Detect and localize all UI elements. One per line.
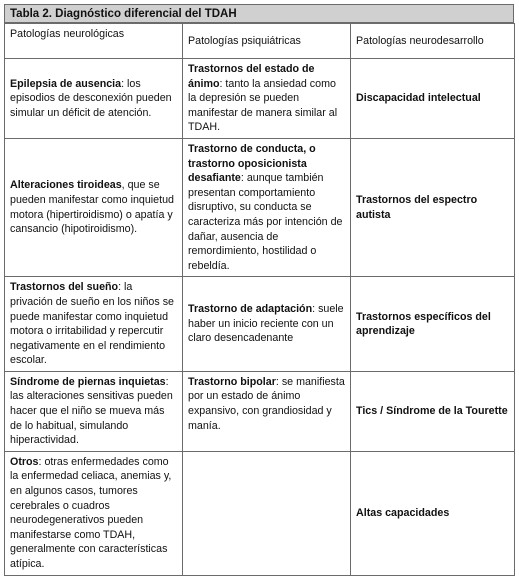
term: Alteraciones tiroideas <box>10 179 122 192</box>
table-row <box>5 451 515 575</box>
term: Trastornos del estado de ánimo <box>188 63 315 90</box>
header-neurologicas: Patologías neurológicas <box>5 24 183 59</box>
cell-psiquiatrica <box>183 451 351 575</box>
cell-psiquiatrica <box>183 138 351 276</box>
description: : los episodios de desconexión pueden simular un déficit de atención. <box>10 77 172 119</box>
cell-neurologica <box>5 451 183 575</box>
description: : las alteraciones sensitivas pueden hacer que el niño se mueva más de lo habitual, simulando hiperactividad. <box>10 375 173 447</box>
cell-neurodesarrollo: Trastornos del espectro autista <box>351 138 515 276</box>
differential-diagnosis-table <box>4 4 514 570</box>
term: Trastorno bipolar <box>188 375 276 388</box>
cell-psiquiatrica <box>183 277 351 372</box>
cell-neurodesarrollo: Altas capacidades <box>351 451 515 575</box>
description: : la privación de sueño en los niños se puede manifestar como inquietud motora o irritabilidad y repercutir negativamente en el rendimiento escolar. <box>10 281 174 367</box>
term: Síndrome de piernas inquietas <box>10 375 166 388</box>
term: Epilepsia de ausencia <box>10 77 122 90</box>
header-row <box>5 24 515 59</box>
table-row <box>5 59 515 139</box>
description: : se manifiesta por un estado de ánimo expansivo, con grandiosidad y manía. <box>188 375 345 432</box>
cell-neurologica <box>5 277 183 372</box>
header-neurodesarrollo: Patologías neurodesarrollo <box>351 24 515 59</box>
term: Trastorno de conducta, o trastorno oposicionista desafiante <box>188 142 316 185</box>
cell-neurodesarrollo: Tics / Síndrome de la Tourette <box>351 371 515 451</box>
cell-neurologica <box>5 371 183 451</box>
table-row <box>5 138 515 276</box>
cell-neurodesarrollo: Discapacidad intelectual <box>351 59 515 139</box>
cell-neurologica <box>5 59 183 139</box>
term: Trastorno de adaptación <box>188 303 313 316</box>
cell-psiquiatrica <box>183 371 351 451</box>
header-psiquiatricas: Patologías psiquiátricas <box>183 24 351 59</box>
description: : suele haber un inicio reciente con un claro desencadenante <box>188 303 344 345</box>
table-row <box>5 277 515 372</box>
term: Otros <box>10 455 39 468</box>
cell-neurodesarrollo: Trastornos específicos del aprendizaje <box>351 277 515 372</box>
description: : otras enfermedades como la enfermedad celiaca, anemias y, en algunos casos, tumores cerebrales o cuadros neurodegenerativos pueden manifestarse como TDAH, generalmente con características atípica. <box>10 455 172 570</box>
table-title: Tabla 2. Diagnóstico diferencial del TDAH <box>4 4 514 23</box>
table-row <box>5 371 515 451</box>
description: : tanto la ansiedad como la depresión se pueden manifestar de manera similar al TDAH. <box>188 77 338 134</box>
description: , que se pueden manifestar como inquietud motora (hipertiroidismo) o apatía y cansancio (hipotiroidismo). <box>10 179 174 236</box>
table-body <box>4 23 515 576</box>
description: : aunque también presentan comportamiento disruptivo, su conducta se caracteriza más por intención de dañar, ausencia de remordimiento, hostilidad o rebeldía. <box>188 172 343 272</box>
cell-neurologica <box>5 138 183 276</box>
term: Trastornos del sueño <box>10 281 119 294</box>
cell-psiquiatrica <box>183 59 351 139</box>
